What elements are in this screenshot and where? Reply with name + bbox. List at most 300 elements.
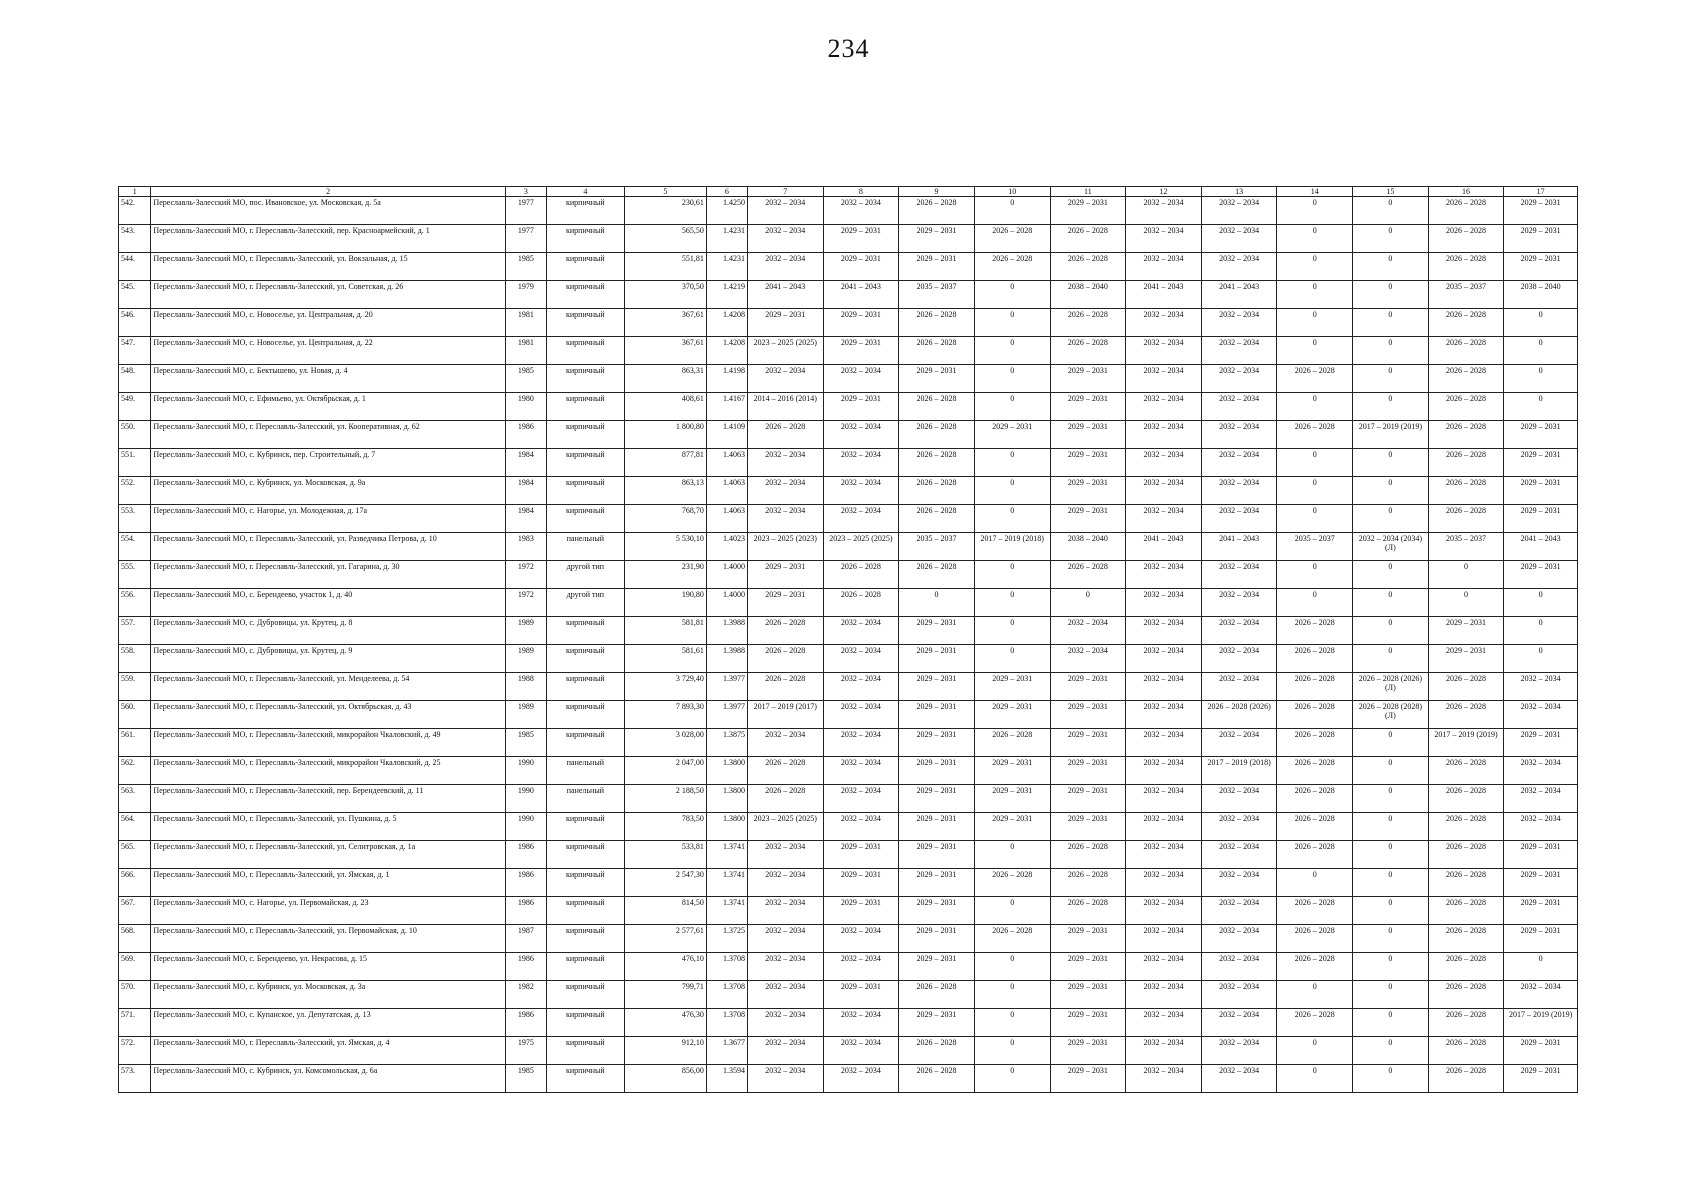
table-cell-col-4: кирпичный: [546, 197, 624, 225]
table-cell-col-14: 0: [1277, 561, 1353, 589]
table-cell-col-5: 476,30: [624, 1009, 706, 1037]
table-cell-col-3: 1989: [505, 617, 546, 645]
table-cell-col-1: 543.: [119, 225, 151, 253]
table-cell-col-8: 2032 – 2034: [823, 505, 899, 533]
table-cell-col-16: 2026 – 2028: [1428, 505, 1504, 533]
table-cell-col-3: 1990: [505, 813, 546, 841]
table-cell-col-13: 2032 – 2034: [1201, 253, 1277, 281]
table-cell-col-6: 1.4000: [706, 561, 747, 589]
table-cell-col-4: кирпичный: [546, 1009, 624, 1037]
table-cell-col-2: Переславль-Залесский МО, с. Кубринск, ул. Московская, д. 9а: [151, 477, 505, 505]
table-cell-col-3: 1977: [505, 225, 546, 253]
table-cell-col-5: 3 729,40: [624, 673, 706, 701]
table-cell-col-11: 2029 – 2031: [1050, 701, 1126, 729]
table-cell-col-5: 912,10: [624, 1037, 706, 1065]
table-row: [119, 869, 1578, 897]
table-cell-col-16: 2026 – 2028: [1428, 197, 1504, 225]
table-cell-col-13: 2032 – 2034: [1201, 589, 1277, 617]
table-cell-col-11: 2038 – 2040: [1050, 281, 1126, 309]
table-cell-col-5: 476,10: [624, 953, 706, 981]
table-cell-col-12: 2032 – 2034: [1126, 589, 1202, 617]
table-cell-col-11: 2029 – 2031: [1050, 673, 1126, 701]
table-cell-col-3: 1984: [505, 477, 546, 505]
table-cell-col-8: 2032 – 2034: [823, 813, 899, 841]
table-cell-col-13: 2032 – 2034: [1201, 337, 1277, 365]
table-cell-col-13: 2032 – 2034: [1201, 505, 1277, 533]
table-cell-col-16: 2026 – 2028: [1428, 421, 1504, 449]
table-cell-col-11: 2029 – 2031: [1050, 1009, 1126, 1037]
table-cell-col-10: 2026 – 2028: [974, 729, 1050, 757]
table-cell-col-2: Переславль-Залесский МО, г. Переславль-Залесский, ул. Пушкина, д. 5: [151, 813, 505, 841]
table-cell-col-6: 1.3741: [706, 869, 747, 897]
table-cell-col-13: 2032 – 2034: [1201, 841, 1277, 869]
table-cell-col-7: 2032 – 2034: [747, 197, 823, 225]
table-cell-col-3: 1985: [505, 1065, 546, 1093]
table-cell-col-3: 1989: [505, 701, 546, 729]
table-cell-col-5: 581,81: [624, 617, 706, 645]
table-row: [119, 393, 1578, 421]
table-cell-col-16: 2026 – 2028: [1428, 841, 1504, 869]
column-header-12: 12: [1126, 187, 1202, 197]
table-cell-col-4: кирпичный: [546, 1037, 624, 1065]
table-cell-col-14: 2026 – 2028: [1277, 813, 1353, 841]
table-cell-col-13: 2032 – 2034: [1201, 1065, 1277, 1093]
table-cell-col-14: 0: [1277, 337, 1353, 365]
table-cell-col-6: 1.3594: [706, 1065, 747, 1093]
table-row: [119, 1065, 1578, 1093]
table-cell-col-10: 2029 – 2031: [974, 421, 1050, 449]
table-cell-col-14: 0: [1277, 281, 1353, 309]
table-row: [119, 1009, 1578, 1037]
table-cell-col-14: 2026 – 2028: [1277, 645, 1353, 673]
table-cell-col-4: кирпичный: [546, 673, 624, 701]
table-cell-col-9: 0: [899, 589, 975, 617]
table-cell-col-17: 0: [1504, 589, 1578, 617]
table-cell-col-16: 2026 – 2028: [1428, 477, 1504, 505]
table-cell-col-14: 0: [1277, 869, 1353, 897]
table-cell-col-16: 2026 – 2028: [1428, 225, 1504, 253]
table-cell-col-6: 1.4219: [706, 281, 747, 309]
table-cell-col-2: Переславль-Залесский МО, г. Переславль-Залесский, ул. Ямская, д. 1: [151, 869, 505, 897]
table-cell-col-7: 2032 – 2034: [747, 897, 823, 925]
table-cell-col-11: 2029 – 2031: [1050, 393, 1126, 421]
table-cell-col-14: 0: [1277, 197, 1353, 225]
table-cell-col-13: 2032 – 2034: [1201, 477, 1277, 505]
table-cell-col-14: 2026 – 2028: [1277, 785, 1353, 813]
table-cell-col-5: 551,81: [624, 253, 706, 281]
table-cell-col-8: 2032 – 2034: [823, 197, 899, 225]
table-cell-col-3: 1986: [505, 841, 546, 869]
column-header-2: 2: [151, 187, 505, 197]
table-cell-col-7: 2029 – 2031: [747, 589, 823, 617]
table-cell-col-2: Переславль-Залесский МО, пос. Ивановское, ул. Московская, д. 5а: [151, 197, 505, 225]
table-row: [119, 757, 1578, 785]
table-cell-col-9: 2026 – 2028: [899, 337, 975, 365]
table-cell-col-17: 2029 – 2031: [1504, 421, 1578, 449]
table-cell-col-3: 1984: [505, 449, 546, 477]
table-cell-col-3: 1985: [505, 365, 546, 393]
table-cell-col-6: 1.3800: [706, 757, 747, 785]
table-cell-col-6: 1.4167: [706, 393, 747, 421]
table-cell-col-4: кирпичный: [546, 953, 624, 981]
table-cell-col-12: 2032 – 2034: [1126, 1065, 1202, 1093]
table-cell-col-1: 549.: [119, 393, 151, 421]
column-header-16: 16: [1428, 187, 1504, 197]
table-cell-col-2: Переславль-Залесский МО, с. Дубровицы, ул. Крутец, д. 9: [151, 645, 505, 673]
table-cell-col-6: 1.4208: [706, 337, 747, 365]
table-cell-col-6: 1.3741: [706, 897, 747, 925]
table-cell-col-7: 2026 – 2028: [747, 617, 823, 645]
table-cell-col-1: 550.: [119, 421, 151, 449]
table-row: [119, 729, 1578, 757]
table-cell-col-5: 877,81: [624, 449, 706, 477]
table-cell-col-7: 2026 – 2028: [747, 645, 823, 673]
table-row: [119, 253, 1578, 281]
table-cell-col-3: 1990: [505, 785, 546, 813]
table-cell-col-8: 2032 – 2034: [823, 449, 899, 477]
table-cell-col-3: 1979: [505, 281, 546, 309]
table-cell-col-7: 2032 – 2034: [747, 1009, 823, 1037]
table-cell-col-17: 2017 – 2019 (2019): [1504, 1009, 1578, 1037]
table-cell-col-2: Переславль-Залесский МО, г. Переславль-Залесский, микрорайон Чкаловский, д. 49: [151, 729, 505, 757]
table-cell-col-17: 2029 – 2031: [1504, 1065, 1578, 1093]
table-cell-col-15: 0: [1353, 197, 1429, 225]
table-cell-col-13: 2032 – 2034: [1201, 1037, 1277, 1065]
table-cell-col-10: 0: [974, 953, 1050, 981]
table-cell-col-3: 1986: [505, 953, 546, 981]
table-cell-col-12: 2032 – 2034: [1126, 925, 1202, 953]
table-cell-col-12: 2032 – 2034: [1126, 673, 1202, 701]
table-cell-col-6: 1.3741: [706, 841, 747, 869]
table-cell-col-13: 2032 – 2034: [1201, 561, 1277, 589]
table-cell-col-17: 2032 – 2034: [1504, 673, 1578, 701]
table-cell-col-2: Переславль-Залесский МО, с. Дубровицы, ул. Крутец, д. 8: [151, 617, 505, 645]
table-cell-col-4: кирпичный: [546, 253, 624, 281]
table-cell-col-12: 2032 – 2034: [1126, 869, 1202, 897]
table-cell-col-7: 2032 – 2034: [747, 841, 823, 869]
table-cell-col-9: 2029 – 2031: [899, 365, 975, 393]
table-cell-col-15: 0: [1353, 645, 1429, 673]
table-cell-col-11: 2029 – 2031: [1050, 1065, 1126, 1093]
table-cell-col-15: 0: [1353, 757, 1429, 785]
table-cell-col-11: 2026 – 2028: [1050, 869, 1126, 897]
table-cell-col-14: 2026 – 2028: [1277, 673, 1353, 701]
table-cell-col-15: 0: [1353, 1037, 1429, 1065]
table-cell-col-10: 0: [974, 1037, 1050, 1065]
table-cell-col-2: Переславль-Залесский МО, с. Новоселье, ул. Центральная, д. 22: [151, 337, 505, 365]
table-cell-col-16: 2026 – 2028: [1428, 813, 1504, 841]
table-row: [119, 897, 1578, 925]
table-cell-col-3: 1986: [505, 869, 546, 897]
table-cell-col-14: 0: [1277, 393, 1353, 421]
table-cell-col-7: 2032 – 2034: [747, 925, 823, 953]
table-cell-col-12: 2032 – 2034: [1126, 561, 1202, 589]
table-cell-col-12: 2032 – 2034: [1126, 197, 1202, 225]
table-cell-col-17: 2041 – 2043: [1504, 533, 1578, 561]
table-cell-col-3: 1981: [505, 309, 546, 337]
table-cell-col-11: 2026 – 2028: [1050, 225, 1126, 253]
table-cell-col-2: Переславль-Залесский МО, г. Переславль-Залесский, ул. Разведчика Петрова, д. 10: [151, 533, 505, 561]
table-cell-col-2: Переславль-Залесский МО, с. Нагорье, ул. Первомайская, д. 23: [151, 897, 505, 925]
table-cell-col-11: 2026 – 2028: [1050, 897, 1126, 925]
table-cell-col-1: 562.: [119, 757, 151, 785]
table-cell-col-9: 2029 – 2031: [899, 225, 975, 253]
table-cell-col-10: 0: [974, 981, 1050, 1009]
table-cell-col-17: 0: [1504, 617, 1578, 645]
table-cell-col-10: 0: [974, 281, 1050, 309]
table-cell-col-16: 2035 – 2037: [1428, 281, 1504, 309]
table-cell-col-10: 2017 – 2019 (2018): [974, 533, 1050, 561]
table-cell-col-14: 2026 – 2028: [1277, 757, 1353, 785]
table-cell-col-6: 1.3977: [706, 673, 747, 701]
table-cell-col-8: 2032 – 2034: [823, 421, 899, 449]
table-cell-col-7: 2032 – 2034: [747, 365, 823, 393]
table-cell-col-17: 2038 – 2040: [1504, 281, 1578, 309]
table-cell-col-14: 0: [1277, 449, 1353, 477]
column-header-14: 14: [1277, 187, 1353, 197]
table-cell-col-2: Переславль-Залесский МО, с. Ефимьево, ул. Октябрьская, д. 1: [151, 393, 505, 421]
table-cell-col-2: Переславль-Залесский МО, г. Переславль-Залесский, ул. Кооперативная, д. 62: [151, 421, 505, 449]
table-cell-col-5: 230,61: [624, 197, 706, 225]
table-cell-col-13: 2032 – 2034: [1201, 953, 1277, 981]
table-cell-col-1: 573.: [119, 1065, 151, 1093]
table-cell-col-9: 2026 – 2028: [899, 1037, 975, 1065]
table-cell-col-7: 2026 – 2028: [747, 421, 823, 449]
table-cell-col-10: 0: [974, 449, 1050, 477]
table-cell-col-3: 1986: [505, 421, 546, 449]
table-cell-col-13: 2032 – 2034: [1201, 309, 1277, 337]
table-cell-col-1: 544.: [119, 253, 151, 281]
table-cell-col-14: 2035 – 2037: [1277, 533, 1353, 561]
table-cell-col-13: 2032 – 2034: [1201, 925, 1277, 953]
table-cell-col-8: 2029 – 2031: [823, 393, 899, 421]
table-cell-col-15: 0: [1353, 869, 1429, 897]
table-cell-col-3: 1987: [505, 925, 546, 953]
table-cell-col-17: 2029 – 2031: [1504, 449, 1578, 477]
column-header-15: 15: [1353, 187, 1429, 197]
table-row: [119, 365, 1578, 393]
table-cell-col-4: кирпичный: [546, 813, 624, 841]
table-cell-col-10: 0: [974, 393, 1050, 421]
table-cell-col-5: 2 047,00: [624, 757, 706, 785]
table-cell-col-13: 2032 – 2034: [1201, 1009, 1277, 1037]
table-cell-col-7: 2032 – 2034: [747, 477, 823, 505]
table-cell-col-16: 2026 – 2028: [1428, 253, 1504, 281]
table-cell-col-14: 0: [1277, 981, 1353, 1009]
table-cell-col-10: 0: [974, 1065, 1050, 1093]
table-cell-col-6: 1.3800: [706, 813, 747, 841]
table-cell-col-10: 0: [974, 197, 1050, 225]
table-cell-col-10: 2029 – 2031: [974, 673, 1050, 701]
table-cell-col-17: 2032 – 2034: [1504, 701, 1578, 729]
table-cell-col-11: 2029 – 2031: [1050, 813, 1126, 841]
table-cell-col-16: 2026 – 2028: [1428, 953, 1504, 981]
page-number: 234: [827, 34, 870, 63]
table-cell-col-4: кирпичный: [546, 897, 624, 925]
table-cell-col-4: кирпичный: [546, 645, 624, 673]
table-cell-col-10: 2029 – 2031: [974, 785, 1050, 813]
table-cell-col-1: 545.: [119, 281, 151, 309]
table-cell-col-5: 367,61: [624, 309, 706, 337]
table-cell-col-10: 2026 – 2028: [974, 253, 1050, 281]
table-row: [119, 617, 1578, 645]
table-cell-col-14: 2026 – 2028: [1277, 841, 1353, 869]
table-cell-col-12: 2032 – 2034: [1126, 813, 1202, 841]
table-cell-col-15: 0: [1353, 365, 1429, 393]
table-row: [119, 337, 1578, 365]
table-cell-col-14: 2026 – 2028: [1277, 421, 1353, 449]
table-cell-col-17: 2029 – 2031: [1504, 925, 1578, 953]
table-cell-col-1: 551.: [119, 449, 151, 477]
table-cell-col-13: 2032 – 2034: [1201, 393, 1277, 421]
table-cell-col-10: 2026 – 2028: [974, 869, 1050, 897]
table-cell-col-17: 2032 – 2034: [1504, 757, 1578, 785]
table-row: [119, 645, 1578, 673]
table-cell-col-7: 2014 – 2016 (2014): [747, 393, 823, 421]
table-cell-col-7: 2032 – 2034: [747, 505, 823, 533]
table-cell-col-8: 2041 – 2043: [823, 281, 899, 309]
table-cell-col-11: 2029 – 2031: [1050, 365, 1126, 393]
table-cell-col-17: 0: [1504, 365, 1578, 393]
table-cell-col-13: 2032 – 2034: [1201, 729, 1277, 757]
table-cell-col-5: 5 530,10: [624, 533, 706, 561]
table-cell-col-13: 2032 – 2034: [1201, 813, 1277, 841]
table-cell-col-4: другой тип: [546, 589, 624, 617]
table-cell-col-1: 554.: [119, 533, 151, 561]
table-cell-col-9: 2029 – 2031: [899, 617, 975, 645]
table-cell-col-5: 231,90: [624, 561, 706, 589]
table-cell-col-4: кирпичный: [546, 309, 624, 337]
table-cell-col-5: 783,50: [624, 813, 706, 841]
table-cell-col-5: 367,61: [624, 337, 706, 365]
column-header-17: 17: [1504, 187, 1578, 197]
table-row: [119, 589, 1578, 617]
column-number-row: [119, 187, 1578, 197]
table-cell-col-9: 2026 – 2028: [899, 421, 975, 449]
table-cell-col-17: 2029 – 2031: [1504, 1037, 1578, 1065]
table-cell-col-16: 2026 – 2028: [1428, 393, 1504, 421]
table-cell-col-1: 553.: [119, 505, 151, 533]
table-cell-col-2: Переславль-Залесский МО, с. Новоселье, ул. Центральная, д. 20: [151, 309, 505, 337]
table-cell-col-4: другой тип: [546, 561, 624, 589]
table-cell-col-4: кирпичный: [546, 505, 624, 533]
table-cell-col-4: кирпичный: [546, 281, 624, 309]
table-cell-col-2: Переславль-Залесский МО, с. Кубринск, ул. Комсомольская, д. 6а: [151, 1065, 505, 1093]
table-cell-col-16: 2026 – 2028: [1428, 925, 1504, 953]
table-cell-col-11: 2029 – 2031: [1050, 981, 1126, 1009]
table-row: [119, 1037, 1578, 1065]
table-cell-col-12: 2032 – 2034: [1126, 449, 1202, 477]
table-row: [119, 505, 1578, 533]
table-cell-col-7: 2029 – 2031: [747, 309, 823, 337]
table-cell-col-5: 863,31: [624, 365, 706, 393]
table-cell-col-10: 2029 – 2031: [974, 701, 1050, 729]
table-cell-col-17: 2029 – 2031: [1504, 841, 1578, 869]
table-cell-col-17: 2029 – 2031: [1504, 897, 1578, 925]
table-cell-col-8: 2032 – 2034: [823, 1037, 899, 1065]
table-cell-col-2: Переславль-Залесский МО, с. Нагорье, ул. Молодежная, д. 17а: [151, 505, 505, 533]
table-cell-col-5: 863,13: [624, 477, 706, 505]
table-cell-col-3: 1986: [505, 1009, 546, 1037]
table-cell-col-10: 0: [974, 337, 1050, 365]
table-row: [119, 673, 1578, 701]
table-cell-col-13: 2017 – 2019 (2018): [1201, 757, 1277, 785]
table-cell-col-14: 2026 – 2028: [1277, 1009, 1353, 1037]
table-cell-col-3: 1972: [505, 561, 546, 589]
table-cell-col-12: 2032 – 2034: [1126, 617, 1202, 645]
table-cell-col-3: 1985: [505, 729, 546, 757]
table-cell-col-1: 555.: [119, 561, 151, 589]
table-cell-col-8: 2032 – 2034: [823, 365, 899, 393]
table-cell-col-8: 2029 – 2031: [823, 337, 899, 365]
table-cell-col-14: 2026 – 2028: [1277, 617, 1353, 645]
table-cell-col-9: 2026 – 2028: [899, 197, 975, 225]
table-cell-col-9: 2029 – 2031: [899, 701, 975, 729]
table-cell-col-8: 2032 – 2034: [823, 617, 899, 645]
table-cell-col-9: 2029 – 2031: [899, 1009, 975, 1037]
table-cell-col-4: кирпичный: [546, 617, 624, 645]
table-cell-col-15: 0: [1353, 785, 1429, 813]
table-cell-col-14: 2026 – 2028: [1277, 925, 1353, 953]
table-cell-col-11: 0: [1050, 589, 1126, 617]
table-cell-col-1: 565.: [119, 841, 151, 869]
table-cell-col-10: 0: [974, 505, 1050, 533]
table-cell-col-1: 567.: [119, 897, 151, 925]
table-cell-col-9: 2029 – 2031: [899, 925, 975, 953]
table-cell-col-5: 2 547,30: [624, 869, 706, 897]
table-cell-col-8: 2032 – 2034: [823, 925, 899, 953]
table-cell-col-7: 2023 – 2025 (2025): [747, 337, 823, 365]
table-cell-col-7: 2032 – 2034: [747, 953, 823, 981]
table-cell-col-4: кирпичный: [546, 421, 624, 449]
table-cell-col-4: панельный: [546, 785, 624, 813]
table-cell-col-15: 0: [1353, 449, 1429, 477]
table-cell-col-4: кирпичный: [546, 365, 624, 393]
table-cell-col-14: 0: [1277, 253, 1353, 281]
table-cell-col-6: 1.4208: [706, 309, 747, 337]
table-cell-col-12: 2032 – 2034: [1126, 337, 1202, 365]
table-cell-col-4: кирпичный: [546, 729, 624, 757]
column-header-1: 1: [119, 187, 151, 197]
table-cell-col-7: 2026 – 2028: [747, 785, 823, 813]
column-header-9: 9: [899, 187, 975, 197]
table-cell-col-17: 2029 – 2031: [1504, 253, 1578, 281]
table-cell-col-1: 568.: [119, 925, 151, 953]
table-cell-col-13: 2032 – 2034: [1201, 421, 1277, 449]
table-cell-col-16: 2029 – 2031: [1428, 645, 1504, 673]
table-cell-col-16: 2026 – 2028: [1428, 869, 1504, 897]
table-cell-col-12: 2032 – 2034: [1126, 253, 1202, 281]
table-cell-col-10: 0: [974, 897, 1050, 925]
table-cell-col-6: 1.3708: [706, 953, 747, 981]
table-cell-col-9: 2026 – 2028: [899, 981, 975, 1009]
table-row: [119, 309, 1578, 337]
table-cell-col-8: 2032 – 2034: [823, 953, 899, 981]
table-cell-col-2: Переславль-Залесский МО, г. Переславль-Залесский, ул. Советская, д. 26: [151, 281, 505, 309]
table-cell-col-8: 2029 – 2031: [823, 897, 899, 925]
table-cell-col-11: 2026 – 2028: [1050, 561, 1126, 589]
table-cell-col-7: 2026 – 2028: [747, 757, 823, 785]
table-cell-col-13: 2032 – 2034: [1201, 785, 1277, 813]
table-cell-col-7: 2017 – 2019 (2017): [747, 701, 823, 729]
table-row: [119, 785, 1578, 813]
table-cell-col-9: 2029 – 2031: [899, 253, 975, 281]
table-cell-col-15: 0: [1353, 925, 1429, 953]
table-cell-col-11: 2029 – 2031: [1050, 953, 1126, 981]
table-cell-col-8: 2029 – 2031: [823, 869, 899, 897]
table-cell-col-15: 0: [1353, 813, 1429, 841]
table-cell-col-2: Переславль-Залесский МО, г. Переславль-Залесский, ул. Менделеева, д. 54: [151, 673, 505, 701]
